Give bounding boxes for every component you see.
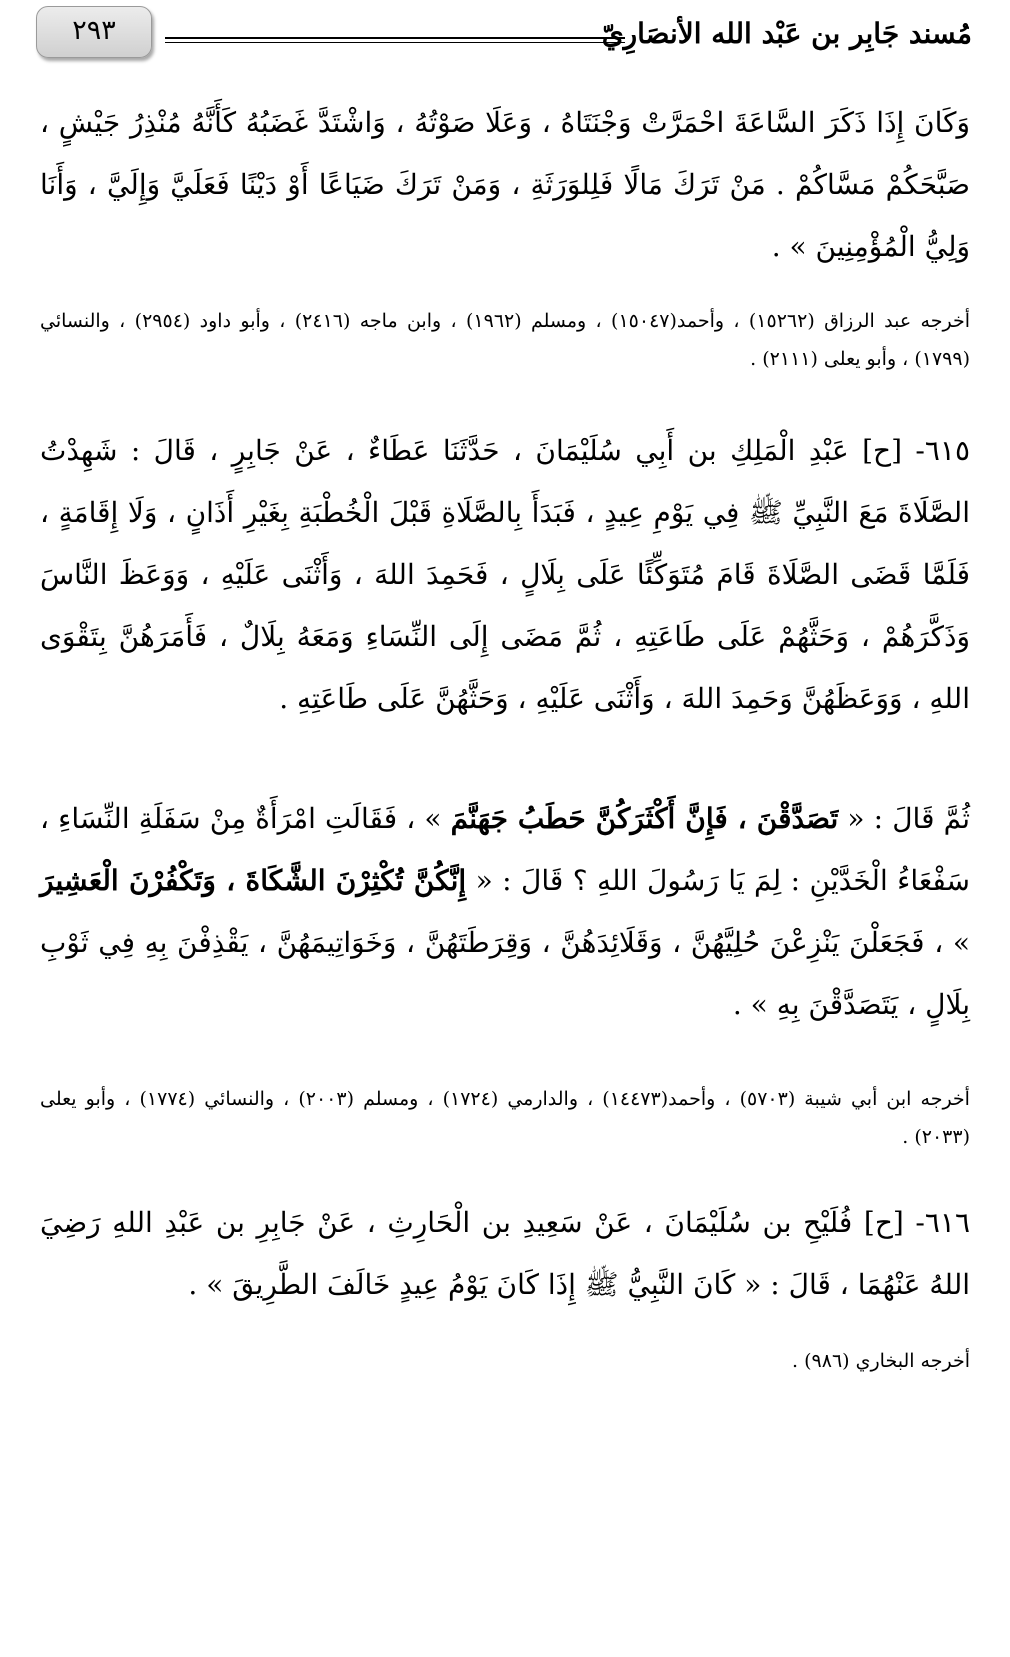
prophetic-saying-bold: تَصَدَّقْنَ ، فَإِنَّ أَكْثَرَكُنَّ حَطَبُ جَهَنَّمَ [450,802,839,835]
footnote-takhrij-615: أخرجه ابن أبي شيبة (٥٧٠٣) ، وأحمد(١٤٤٧٣) ، والدارمي (١٧٢٤) ، ومسلم (٢٠٠٣) ، والنسائي (١٧٧٤) ، وأبو يعلى (٢٠٣٣) . [40,1088,970,1148]
footnote-takhrij-616: أخرجه البخاري (٩٨٦) . [792,1350,970,1372]
header-rule [165,37,625,43]
paragraph-hadith-continuation: وَكَانَ إِذَا ذَكَرَ السَّاعَةَ احْمَرَّتْ وَجْنَتَاهُ ، وَعَلَا صَوْتُهُ ، وَاشْتَدَّ غَضَبُهُ كَأَنَّهُ مُنْذِرُ جَيْشٍ ، صَبَّحَكُمْ مَسَّاكُمْ . مَنْ تَرَكَ مَالًا فَلِلوَرَثَةِ ، وَمَنْ تَرَكَ ضَيَاعًا أَوْ دَيْنًا فَعَلَيَّ وَإِلَيَّ ، وَأَنَا وَلِيُّ الْمُؤْمِنِينَ » . [40,106,970,263]
page-number: ٢٩٣ [72,15,116,46]
footnote-takhrij-614: أخرجه عبد الرزاق (١٥٢٦٢) ، وأحمد(١٥٠٤٧) ، ومسلم (١٩٦٢) ، وابن ماجه (٢٤١٦) ، وأبو داود (٢٩٥٤) ، والنسائي (١٧٩٩) ، وأبو يعلى (٢١١١) . [40,310,970,370]
paragraph-hadith-616: ٦١٦- [ح] فُلَيْحِ بن سُلَيْمَانَ ، عَنْ سَعِيدِ بن الْحَارِثِ ، عَنْ جَابِرِ بن عَبْدِ اللهِ رَضِيَ اللهُ عَنْهُمَا ، قَالَ : « كَانَ النَّبِيُّ ﷺ إِذَا كَانَ يَوْمُ عِيدٍ خَالَفَ الطَّرِيقَ » . [40,1206,970,1301]
page-number-badge [36,6,152,58]
text-segment: » ، فَقَالَتِ امْرَأَةٌ مِنْ سَفَلَةِ النِّسَاءِ ، سَفْعَاءُ الْخَدَّيْنِ : لِمَ يَا رَسُولَ اللهِ ؟ قَالَ : « [40,802,970,897]
paragraph-hadith-615: ٦١٥- [ح] عَبْدِ الْمَلِكِ بن أَبِي سُلَيْمَانَ ، حَدَّثَنَا عَطَاءٌ ، عَنْ جَابِرٍ ، قَالَ : شَهِدْتُ الصَّلَاةَ مَعَ النَّبِيِّ ﷺ فِي يَوْمِ عِيدٍ ، فَبَدَأَ بِالصَّلَاةِ قَبْلَ الْخُطْبَةِ بِغَيْرِ أَذَانٍ ، وَلَا إِقَامَةٍ ، فَلَمَّا قَضَى الصَّلَاةَ قَامَ مُتَوَكِّئًا عَلَى بِلَالٍ ، فَحَمِدَ اللهَ ، وَأَثْنَى عَلَيْهِ ، وَوَعَظَ النَّاسَ وَذَكَّرَهُمْ ، وَحَثَّهُمْ عَلَى طَاعَتِهِ ، ثُمَّ مَضَى إِلَى النِّسَاءِ وَمَعَهُ بِلَالٌ ، فَأَمَرَهُنَّ بِتَقْوَى اللهِ ، وَوَعَظَهُنَّ وَحَمِدَ اللهَ ، وَأَثْنَى عَلَيْهِ ، وَحَثَّهُنَّ عَلَى طَاعَتِهِ . [40,434,970,715]
text-segment: » ، فَجَعَلْنَ يَنْزِعْنَ حُلِيَّهُنَّ ، وَقَلَائِدَهُنَّ ، وَقِرَطَتَهُنَّ ، وَخَوَاتِيمَهُنَّ ، يَقْذِفْنَ بِهِ فِي ثَوْبِ بِلَالٍ ، يَتَصَدَّقْنَ بِهِ » . [40,926,970,1021]
page-header [0,0,1010,70]
paragraph-hadith-615-continued [40,788,970,1036]
text-segment: ثُمَّ قَالَ : « [838,802,971,835]
running-title: مُسند جَابِر بن عَبْد الله الأنصَارِيّ [601,17,972,50]
prophetic-saying-bold: إِنَّكُنَّ تُكْثِرْنَ الشَّكَاةَ ، وَتَكْفُرْنَ الْعَشِيرَ [40,864,467,897]
